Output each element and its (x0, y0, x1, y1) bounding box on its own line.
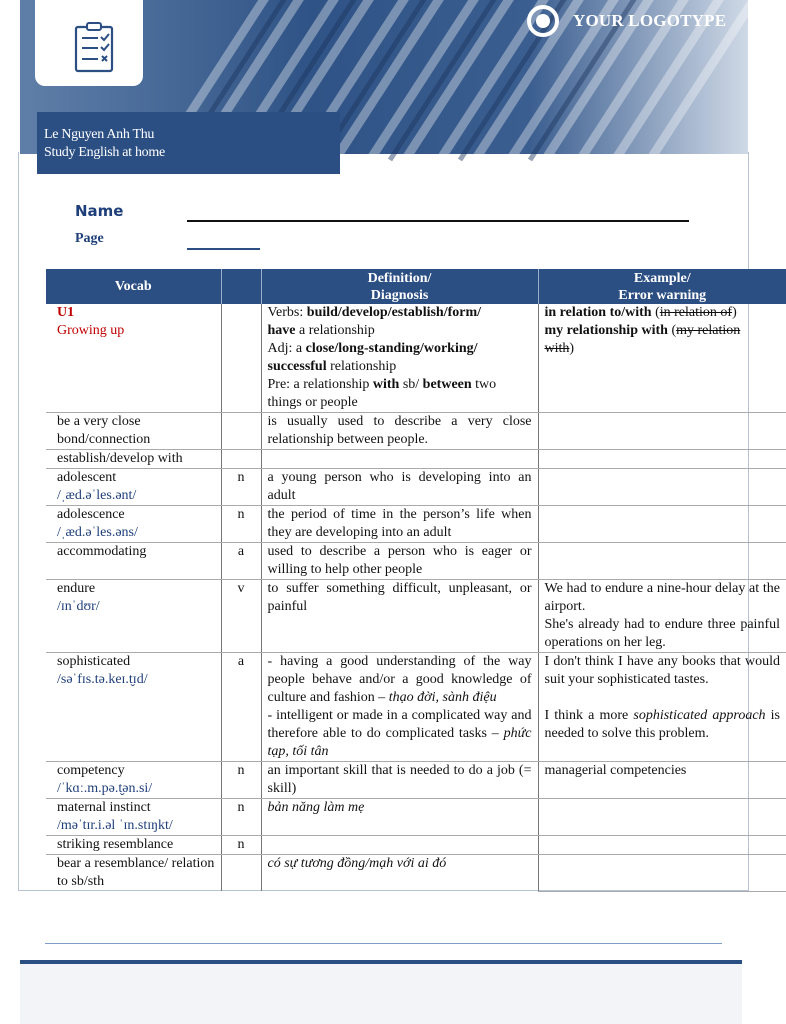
logotype (527, 2, 726, 40)
vocab-table (46, 269, 786, 892)
vocab-word: adolescence /ˌæd.əˈles.əns/ (46, 506, 221, 543)
vocab-definition: used to describe a person who is eager or willing to help other people (261, 543, 538, 580)
vocab-pos: a (221, 653, 261, 762)
name-label: Name (75, 202, 124, 220)
vocab-word: endure /ɪnˈdʊr/ (46, 580, 221, 653)
vocab-pos: n (221, 506, 261, 543)
table-row (46, 580, 786, 653)
unit-code: U1 (57, 305, 75, 320)
table-row-unit (46, 304, 786, 413)
author-subtitle: Study English at home (44, 145, 165, 160)
vocab-definition: the period of time in the person’s life when they are developing into an adult (261, 506, 538, 543)
vocab-word: bear a resemblance/ relation to sb/sth (57, 856, 215, 889)
vocab-ipa: /ˈkɑː.m.pə.t̬ən.si/ (57, 781, 153, 796)
vocab-pos (221, 413, 261, 450)
table-row (46, 543, 786, 580)
table-header-row (46, 269, 786, 304)
table-row (46, 836, 786, 855)
vocab-definition: - having a good understanding of the way people behave and/or a good knowledge of culture and fashion – thạo đời, sành điệu - intelligent or made in a complicated way and therefore able to do complicated tasks – phức tạp, tối tân (261, 653, 538, 762)
vocab-definition (261, 836, 538, 855)
page-field[interactable] (187, 248, 260, 250)
table-row (46, 653, 786, 762)
unit-pos (221, 304, 261, 413)
vocab-example (538, 855, 786, 892)
footer-band (20, 964, 742, 1024)
logo-circle-icon (527, 5, 559, 37)
vocab-ipa: /ˌæd.əˈles.əns/ (57, 525, 138, 540)
footer-divider (45, 943, 722, 944)
vocab-example (538, 413, 786, 450)
vocab-pos: n (221, 836, 261, 855)
table-row (46, 450, 786, 469)
vocab-ipa: /məˈtɪr.i.əl ˈɪn.stɪŋkt/ (57, 818, 173, 833)
vocab-definition: a young person who is developing into an adult (261, 469, 538, 506)
vocab-word: sophisticated /səˈfɪs.tə.keɪ.t̬ɪd/ (46, 653, 221, 762)
vocab-ipa: /ˌæd.əˈles.ənt/ (57, 488, 137, 503)
table-row (46, 762, 786, 799)
vocab-pos: n (221, 762, 261, 799)
author-name: Le Nguyen Anh Thu (44, 127, 155, 142)
unit-title: Growing up (57, 323, 125, 338)
header-vocab: Vocab (46, 269, 221, 304)
unit-example: in relation to/with (in relation of) my relationship with (my relation with) (538, 304, 786, 413)
vocab-pos: v (221, 580, 261, 653)
vocab-ipa: /səˈfɪs.tə.keɪ.t̬ɪd/ (57, 672, 148, 687)
vocab-definition: bản năng làm mẹ (261, 799, 538, 836)
unit-definition: Verbs: build/develop/establish/form/ have a relationship Adj: a close/long-standing/working/ successful relationship Pre: a relationship with sb/ between two things or people (261, 304, 538, 413)
header-example: Example/ Error warning (538, 269, 786, 304)
vocab-example (538, 799, 786, 836)
vocab-word: be a very close bond/connection (46, 413, 221, 450)
vocab-ipa: /ɪnˈdʊr/ (57, 599, 100, 614)
vocab-example (538, 836, 786, 855)
logo-text: YOUR LOGOTYPE (573, 11, 727, 30)
header-pos (221, 269, 261, 304)
vocab-definition: to suffer something difficult, unpleasant, or painful (261, 580, 538, 653)
vocab-definition: có sự tương đồng/mạh với ai đó (261, 855, 538, 892)
vocab-word: adolescent /ˌæd.əˈles.ənt/ (46, 469, 221, 506)
vocab-pos: n (221, 469, 261, 506)
table-row (46, 506, 786, 543)
header-definition: Definition/ Diagnosis (261, 269, 538, 304)
vocab-word: establish/develop with (46, 450, 221, 469)
table-row (46, 413, 786, 450)
clipboard-checklist-icon (35, 0, 143, 86)
vocab-word: striking resemblance (46, 836, 221, 855)
table-row (46, 855, 786, 892)
vocab-example (538, 543, 786, 580)
vocab-definition: an important skill that is needed to do a job (= skill) (261, 762, 538, 799)
vocab-definition: is usually used to describe a very close relationship between people. (261, 413, 538, 450)
name-field[interactable] (187, 220, 689, 222)
vocab-example (538, 450, 786, 469)
vocab-pos: a (221, 543, 261, 580)
vocab-word: competency /ˈkɑː.m.pə.t̬ən.si/ (46, 762, 221, 799)
clipboard-card (35, 0, 143, 86)
vocab-definition (261, 450, 538, 469)
table-row (46, 799, 786, 836)
table-row (46, 469, 786, 506)
page-label: Page (75, 231, 104, 246)
vocab-example (538, 506, 786, 543)
vocab-pos (221, 450, 261, 469)
unit-cell (46, 304, 221, 413)
vocab-pos (221, 855, 261, 892)
vocab-example: managerial competencies (538, 762, 786, 799)
vocab-example (538, 469, 786, 506)
vocab-example: I don't think I have any books that would suit your sophisticated tastes. I think a more sophisticated approach is needed to solve this problem. (538, 653, 786, 762)
vocab-pos: n (221, 799, 261, 836)
vocab-example: We had to endure a nine-hour delay at the airport. She's already had to endure three painful operations on her leg. (538, 580, 786, 653)
vocab-word: accommodating (46, 543, 221, 580)
vocab-word: maternal instinct /məˈtɪr.i.əl ˈɪn.stɪŋkt/ (46, 799, 221, 836)
